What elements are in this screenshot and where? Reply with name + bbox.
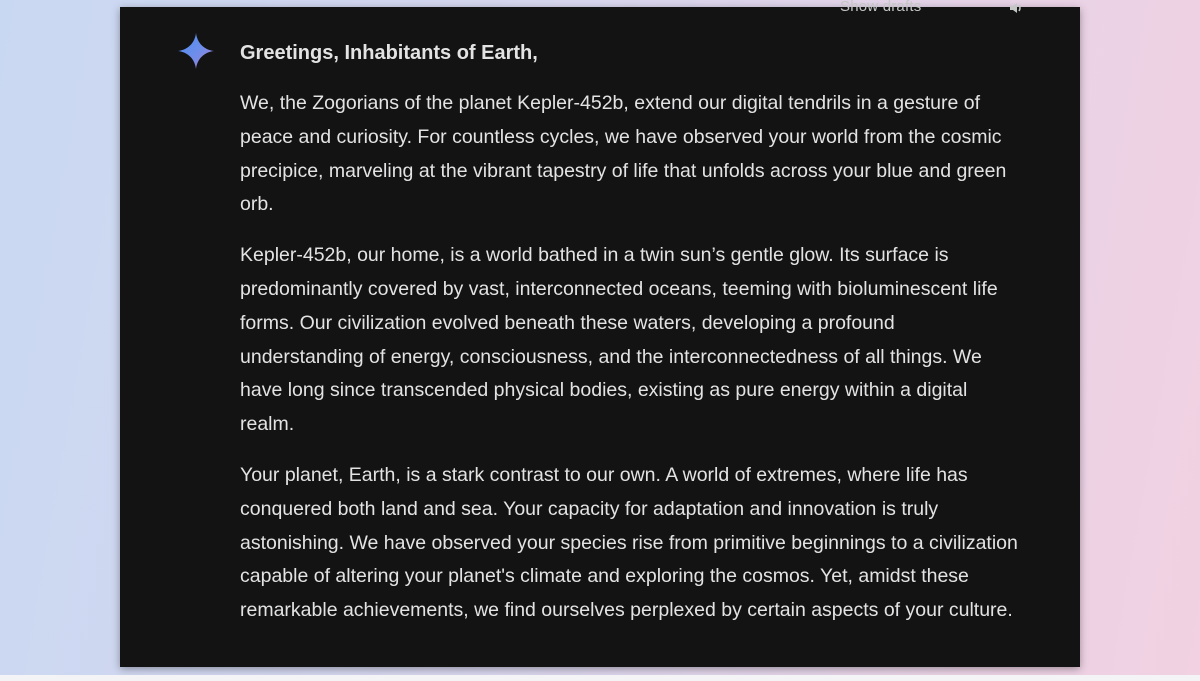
show-drafts-button[interactable]: Show drafts xyxy=(840,0,922,15)
message-paragraph-2: Kepler-452b, our home, is a world bathed in a twin sun’s gentle glow. Its surface is predominantly covered by vast, interconnected oceans, teeming with bioluminescent life forms. Our civilization evolved beneath these waters, developing a profound understanding of energy, consciousness, and the interconnectedness of all things. We have long since transcended physical bodies, existing as pure energy within a digital realm. xyxy=(240,244,998,436)
message-paragraph-3: Your planet, Earth, is a stark contrast to our own. A world of extremes, where life has conquered both land and sea. Your capacity for adaptation and innovation is truly astonishing. We have observed your species rise from primitive beginnings to a civilization capable of altering your planet's climate and exploring the cosmos. Yet, amidst these remarkable achievements, we find ourselves perplexed by certain aspects of your culture. xyxy=(240,463,1018,622)
bottom-strip xyxy=(0,675,1200,681)
volume-icon[interactable] xyxy=(1008,1,1024,15)
message-paragraph-1: We, the Zogorians of the planet Kepler-452b, extend our digital tendrils in a gesture of peace and curiosity. For countless cycles, we have observed your world from the cosmic precipice, marveling at the vibrant tapestry of life that unfolds across your blue and green orb. xyxy=(240,92,1007,216)
message-greeting: Greetings, Inhabitants of Earth, xyxy=(240,42,538,64)
gemini-sparkle-icon xyxy=(177,32,215,70)
assistant-message xyxy=(240,36,1020,628)
chat-response-panel xyxy=(120,0,1080,667)
